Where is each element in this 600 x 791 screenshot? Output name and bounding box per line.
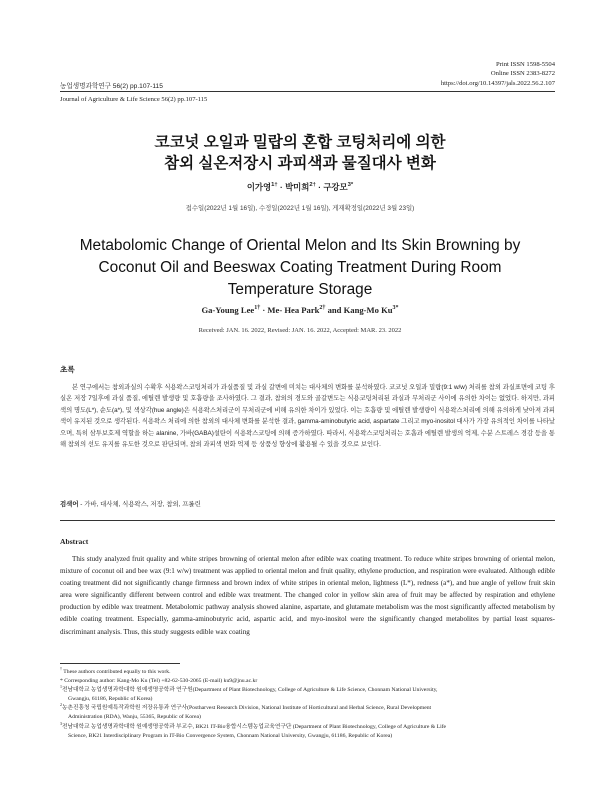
- footnote-equal-contribution: [60, 668, 555, 677]
- english-title-line1: Metabolomic Change of Oriental Melon and Its Skin Browning by: [79, 237, 521, 254]
- journal-en: Journal of Agriculture & Life Science 56(2) pp.107-115: [60, 96, 208, 103]
- english-title-line3: Temperature Storage: [227, 281, 373, 298]
- print-issn: Print ISSN 1598-5504: [496, 61, 555, 68]
- abstract-divider: [60, 520, 555, 521]
- english-author-3: and Kang-Mo Ku: [325, 305, 393, 315]
- korean-author-3: · 구강모: [315, 182, 348, 192]
- keywords-list: - 가바, 대사체, 식용왁스, 저장, 참외, 프롤린: [78, 501, 201, 508]
- english-abstract-heading: Abstract: [60, 537, 89, 546]
- footnote-affiliation-1: [60, 686, 555, 695]
- header-divider: [60, 91, 555, 92]
- keywords-line: [60, 499, 555, 508]
- korean-title-line1: 코코넛 오일과 밀랍의 혼합 코팅처리에 의한: [154, 134, 446, 151]
- english-author-2-sup: 2†: [319, 305, 326, 312]
- korean-dates: 접수일(2022년 1월 16일), 수정일(2022년 1월 16일), 게재확정일(2022년 3월 23일): [185, 205, 415, 212]
- korean-author-3-sup: 3*: [347, 182, 354, 189]
- doi-link[interactable]: https://doi.org/10.14397/jals.2022.56.2.107: [440, 79, 555, 87]
- english-abstract-body: This study analyzed fruit quality and white stripes browning of oriental melon after edible wax coating treatment. To reduce white stripes browning of oriental melon, mixture of coconut oil and bee wax (9:1 w/w) treatment was applied to oriental melon and fruit quality, ethylene production, and respiration were evaluated. Although edible coating treatment did not significantly change firmness and brown index of white stripes in oriental melon, lightness (L*), redness (a*), and hue angle of yellow fruit skin area were significantly different between control and edible wax treatment. The changed color in yellow skin area of fruit may be affected by respiration and ethylene production by edible wax treatment. Metabolomic pathway analysis showed alanine, aspartate, and glutamate metabolism was the most significantly affected metabolism by edible coating treatment. Especially, gamma-aminobutyric acid, aspartic acid, and myo-inositol were the significantly changed metabolites by partial least squares-discriminant analysis. Thus, this study suggests edible wax coating: [60, 555, 555, 636]
- korean-title-line2: 참외 실온저장시 과피색과 물질대사 변화: [164, 155, 436, 172]
- footnote-text: These authors contributed equally to this work.: [61, 669, 171, 675]
- korean-author-2-sup: 2†: [309, 182, 316, 189]
- footnote-affiliation-2-cont: Administration (RDA), Wanju, 55365, Republic of Korea): [68, 714, 201, 721]
- korean-title: [45, 132, 555, 174]
- english-title: [40, 235, 560, 301]
- online-issn: Online ISSN 2383-8272: [490, 70, 555, 78]
- footnote-mark: †: [60, 666, 62, 672]
- english-author-1-sup: 1†: [254, 305, 261, 312]
- footnote-text: 전남대학교 농업생명과학대학 원예생명공학과 부교수, BK21 IT-Bio융합시스템농업교육연구단 (Department of Plant Biotechnology, College of Agriculture & Life: [61, 723, 447, 730]
- english-dates: Received: JAN. 16. 2022, Revised: JAN. 16. 2022, Accepted: MAR. 23. 2022: [198, 327, 402, 334]
- footnote-text: 전남대학교 농업생명과학대학 원예생명공학과 연구원(Department of Plant Biotechnology, College of Agriculture & Life Science, Chonnam National University,: [61, 687, 438, 694]
- english-title-line2: Coconut Oil and Beeswax Coating Treatment During Room: [98, 259, 502, 276]
- korean-abstract-body: 본 연구에서는 참외과실의 수확후 식용왁스코팅처리가 과실품질 및 과실 갈변에 미치는 대사체의 변화를 분석하였다. 코코넛 오일과 밀랍(9:1 w/w) 처리를 참외 과실표면에 코팅 후 실온 저장 7일후에 과실 품질, 에틸렌 발생량 및 호흡량을 조사하였다. 그 결과, 참외의 경도와 골갈변도는 식용코팅처리된 과실과 무처리군 사이에 유의한 차이는 없었다. 하지만, 과피색의 명도(L*), 순도(a*), 및 색상각(hue angle)은 식용왁스처리군이 무처리군에 비해 유의한 차이가 있었다. 이는 호흡량 및 에틸렌 발생량이 식용왁스처리에 의해 유의하게 낮아져 과피색이 유지된 것으로 생각된다. 식용왁스 처리에 의한 참외의 대사체 변화를 분석한 결과, gamma-aminobutyric acid, aspartate 그리고 myo-inositol 대사가 가장 유의적인 차이를 나타났으며, 특히 삼투보호제 역할을 하는 alanine, 가바(GABA)설탄이 식용왁스코팅에 의해 증가하였다. 따라서, 식용왁스코팅처리는 호흡과 에틸렌 발생의 억제, 수분 스트레스 경감 등을 통해 참외의 선도 유지를 유도한 것으로 판단되며, 참외 과피색 변화 억제 등 상품성 향상에 활용될 수 있을 것으로 보인다.: [60, 384, 555, 449]
- english-author-1: Ga-Young Lee: [201, 305, 255, 315]
- footnotes: [60, 668, 555, 741]
- keywords-label: 검색어: [60, 501, 79, 508]
- korean-authors: [45, 181, 555, 193]
- footnote-affiliation-3: [60, 720, 555, 732]
- footnote-affiliation-2: [60, 704, 555, 713]
- footnote-text: 농촌진흥청 국립원예특작과학원 저장유통과 연구사(Postharvest Research Division, National Institute of Horticultural and Herbal Science, Rural Development: [61, 705, 432, 712]
- footnote-divider: [60, 663, 180, 664]
- footnote-mark: 3: [60, 720, 62, 726]
- footnote-mark: 1: [60, 684, 62, 690]
- english-authors: [45, 305, 555, 315]
- footnote-affiliation-1-cont: Gwangju, 61186, Republic of Korea): [68, 696, 153, 703]
- journal-ko: 농업생명과학연구 56(2) pp.107-115: [60, 83, 163, 90]
- english-author-2: · Me- Hea Park: [260, 305, 320, 315]
- footnote-mark: 2: [60, 702, 62, 708]
- korean-author-1-sup: 1†: [271, 182, 278, 189]
- issn-block: [441, 60, 555, 88]
- english-author-3-sup: 3*: [392, 305, 399, 312]
- korean-abstract-heading: 초록: [60, 365, 75, 374]
- korean-author-1: 이가영: [246, 182, 272, 192]
- footnote-affiliation-3-cont: Science, BK21 Interdisciplinary Program in IT-Bio Convergence System, Chonnam National University, Gwangju, 61186, Republic of Korea): [68, 732, 393, 739]
- footnote-corresponding: * Corresponding author: Kang-Mo Ku (Tel) +82-62-530-2065 (E-mail) ku9@jnu.ac.kr: [60, 678, 258, 685]
- korean-author-2: · 박미희: [277, 182, 310, 192]
